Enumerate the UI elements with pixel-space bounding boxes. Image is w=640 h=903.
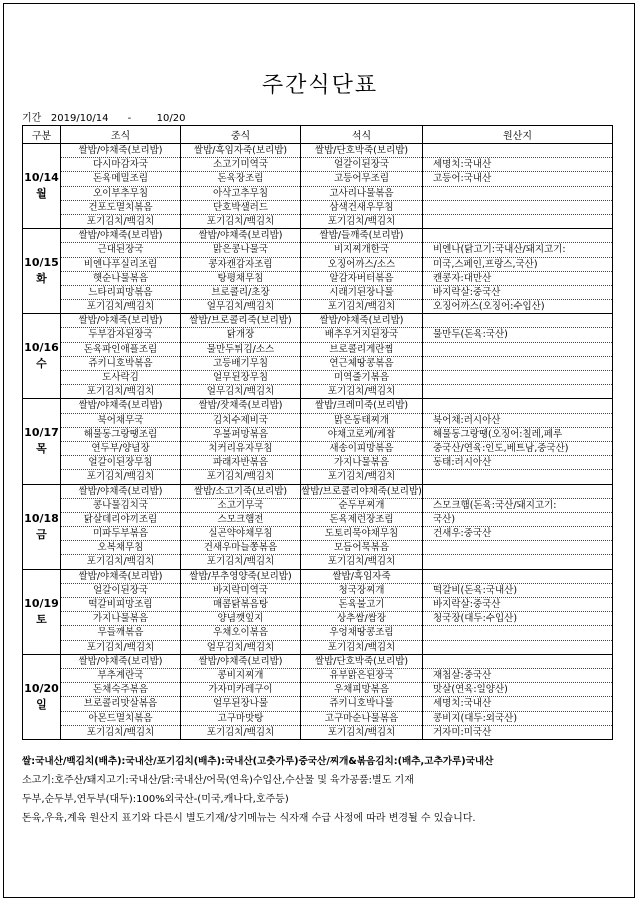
menu-item: 느타리피망볶음: [61, 286, 180, 300]
period-sep: -: [127, 113, 132, 124]
menu-item: 쌀밥/야채죽(보리밥): [61, 399, 180, 413]
origin-item: 해물동그랑땡(오징어:칠레,페루: [423, 428, 612, 442]
lunch-cell: [181, 229, 301, 314]
dinner-cell: [301, 229, 423, 314]
origin-item: [423, 343, 612, 357]
menu-item: 쌀밥/브로콜리죽(보리밥): [181, 314, 300, 328]
period-line: [22, 109, 185, 124]
menu-item: 포기김치/백김치: [86, 215, 155, 227]
origin-item: 국산): [423, 513, 612, 527]
menu-item: 연근체땅콩볶음: [301, 357, 422, 371]
menu-item: 쌀밥/잣채죽(보리밥): [181, 399, 300, 413]
lunch-cell: [181, 484, 301, 569]
menu-item: 돈육제런장조림: [301, 513, 422, 527]
note-line: 돈육,우육,계육 원산지 표기와 다른시 별도기재/상기메뉴는 식자재 수급 사정에 따라 변경될 수 있습니다.: [22, 813, 476, 824]
menu-item: 모듬어묵볶음: [301, 541, 422, 555]
menu-item: 포기김치/백김치: [86, 471, 155, 483]
notes: [22, 752, 622, 828]
menu-item: 도토리묵야채무침: [301, 527, 422, 541]
origin-item: 맛살(연육:일양산): [423, 683, 612, 697]
menu-item: 맑은동태찌개: [301, 414, 422, 428]
menu-item: 배추우거지된장국: [301, 328, 422, 342]
menu-item: 쥬키니호박나물: [301, 697, 422, 711]
menu-item: 쌀밥/소고기죽(보리밥): [181, 485, 300, 499]
origin-item: [423, 470, 612, 483]
menu-item: 포기김치/백김치: [86, 641, 155, 653]
menu-item: 돈채숙주볶음: [61, 683, 180, 697]
menu-item: 포기김치/백김치: [327, 641, 396, 653]
dinner-cell: [301, 484, 423, 569]
menu-item: 포기김치/백김치: [86, 726, 155, 738]
day-row: [23, 229, 613, 314]
menu-item: 우불퍼망볶음: [181, 428, 300, 442]
menu-item: 오이부추무침: [61, 187, 180, 201]
menu-item: 바지락미역국: [181, 584, 300, 598]
menu-item: 실곤약야채무침: [181, 527, 300, 541]
origin-item: 바지락살:중국산: [423, 598, 612, 612]
day-label: [23, 654, 61, 739]
day-date: 10/19: [24, 596, 59, 610]
day-label: [23, 399, 61, 484]
menu-item: 포기김치/백김치: [327, 386, 396, 398]
origin-cell: [423, 144, 613, 229]
menu-item: 단호박샐러드: [181, 201, 300, 215]
menu-item: 포기김치/백김치: [206, 556, 275, 568]
menu-item: 김치수제비국: [181, 414, 300, 428]
menu-item: 쌀밥/야채죽(보리밥): [301, 314, 422, 328]
menu-item: 쌀밥/흑임자죽: [301, 570, 422, 584]
menu-item: 탕평채무침: [181, 272, 300, 286]
origin-item: 오징어까스(오징어:수입산): [433, 301, 545, 313]
day-of-week: 화: [36, 272, 47, 286]
menu-item: 쌀밥/야채죽(보리밥): [181, 655, 300, 669]
menu-item: 쌀밥/야채죽(보리밥): [61, 229, 180, 243]
origin-item: 동태:러시아산: [423, 456, 612, 470]
origin-item: 스모크햄(돈육:국산/돼지고기:: [423, 499, 612, 513]
day-of-week: 수: [36, 357, 47, 371]
lunch-cell: [181, 399, 301, 484]
menu-item: 쌀밥/부추영양죽(보리밥): [181, 570, 300, 584]
menu-item: 쌀밥/야채죽(보리밥): [181, 229, 300, 243]
origin-item: [423, 555, 612, 568]
day-of-week: 월: [36, 187, 47, 201]
menu-item: 스모크햄전: [181, 513, 300, 527]
origin-cell: [423, 654, 613, 739]
menu-item: 브로콜리게란찜: [301, 343, 422, 357]
day-label: [23, 144, 61, 229]
origin-cell: [423, 484, 613, 569]
origin-item: 미국,스페인,프랑스,국산): [423, 258, 612, 272]
origin-item: [423, 371, 612, 385]
menu-item: 파래자반볶음: [181, 456, 300, 470]
menu-item: 닭살데리야끼조림: [61, 513, 180, 527]
menu-item: 쌀밥/야채죽(보리밥): [61, 485, 180, 499]
lunch-cell: [181, 654, 301, 739]
origin-item: [423, 229, 612, 243]
origin-item: 물만두(돈육:국산): [423, 328, 612, 342]
menu-item: 부추계란국: [61, 669, 180, 683]
period-start: 2019/10/14: [50, 113, 109, 124]
origin-item: [423, 626, 612, 640]
origin-item: 떡갈비(돈육:국내산): [423, 584, 612, 598]
menu-item: 포기김치/백김치: [86, 556, 155, 568]
lunch-cell: [181, 314, 301, 399]
header-division: 구분: [23, 126, 61, 144]
menu-item: 쌀밥/브로콜리야채죽(보리밥): [301, 485, 422, 499]
menu-item: 새송이피망볶음: [301, 442, 422, 456]
menu-item: 얼무김치/백김치: [206, 641, 275, 653]
origin-cell: [423, 569, 613, 654]
menu-item: 우채오이볶음: [181, 626, 300, 640]
origin-item: 고등어:국내산: [423, 172, 612, 186]
menu-item: 쌀밥/야채죽(보리밥): [61, 314, 180, 328]
menu-item: 시래기된장나물: [301, 286, 422, 300]
origin-item: 거자미:미국산: [433, 726, 492, 738]
day-label: [23, 569, 61, 654]
menu-item: 포기김치/백김치: [327, 556, 396, 568]
menu-item: 아몬드멸치볶음: [61, 712, 180, 726]
origin-item: 비엔나(닭고기:국내산/돼지고기:: [423, 243, 612, 257]
menu-item: 순두부찌개: [301, 499, 422, 513]
origin-cell: [423, 399, 613, 484]
menu-item: 오징어까스/소스: [301, 258, 422, 272]
menu-item: 얼갈이된장무침: [61, 456, 180, 470]
menu-item: 고등배기무침: [181, 357, 300, 371]
menu-item: 무들깨볶음: [61, 626, 180, 640]
menu-item: 맑은콩나물국: [181, 243, 300, 257]
origin-cell: [423, 229, 613, 314]
menu-item: 얼갈이된장국: [301, 158, 422, 172]
menu-item: 해물동그랑땡조림: [61, 428, 180, 442]
day-row: [23, 484, 613, 569]
dinner-cell: [301, 314, 423, 399]
menu-item: 북어채무국: [61, 414, 180, 428]
menu-item: 다시마감자국: [61, 158, 180, 172]
menu-item: 쌀밥/크레미죽(보리밥): [301, 399, 422, 413]
menu-item: 야채고로케/케찹: [301, 428, 422, 442]
menu-item: 연두부/양념장: [61, 442, 180, 456]
menu-item: 브로콜리맛살볶음: [61, 697, 180, 711]
menu-item: 소고기미역국: [181, 158, 300, 172]
menu-item: 고구마순나물볶음: [301, 712, 422, 726]
header-breakfast: 조식: [61, 126, 181, 144]
menu-item: 고사리나물볶음: [301, 187, 422, 201]
menu-item: 비엔나푸실리조림: [61, 258, 180, 272]
menu-item: 쥬키니호박볶음: [61, 357, 180, 371]
day-row: [23, 399, 613, 484]
day-date: 10/15: [24, 256, 59, 270]
header-lunch: 중식: [181, 126, 301, 144]
day-of-week: 일: [36, 697, 47, 711]
menu-item: 가지나물볶음: [61, 612, 180, 626]
day-row: [23, 654, 613, 739]
period-label: 기간: [22, 113, 42, 124]
menu-item: 유부맑은된장국: [301, 669, 422, 683]
menu-item: 포기김치/백김치: [86, 386, 155, 398]
menu-item: 포기김치/백김치: [327, 471, 396, 483]
dinner-cell: [301, 399, 423, 484]
day-label: [23, 484, 61, 569]
origin-item: 세명치:국내산: [423, 697, 612, 711]
origin-item: 중국산/연육:인도,베트남,중국산): [423, 442, 612, 456]
menu-item: 근대된장국: [61, 243, 180, 257]
menu-item: 고구마맛탕: [181, 712, 300, 726]
menu-item: 상추쌈/쌈장: [301, 612, 422, 626]
origin-item: [423, 570, 612, 584]
origin-item: 콩비지(대두:외국산): [423, 712, 612, 726]
origin-item: 바지락살:중국산: [423, 286, 612, 300]
menu-item: 아삭고추무침: [181, 187, 300, 201]
day-date: 10/20: [24, 681, 59, 695]
day-of-week: 금: [36, 527, 47, 541]
menu-item: 물만두튀김/소스: [181, 343, 300, 357]
origin-item: 건새우:중국산: [423, 527, 612, 541]
breakfast-cell: [61, 569, 181, 654]
menu-item: 건새우마늘쫑볶음: [181, 541, 300, 555]
menu-item: 쌀밥/단호박죽(보리밥): [301, 655, 422, 669]
breakfast-cell: [61, 399, 181, 484]
menu-item: 포기김치/백김치: [327, 215, 396, 227]
origin-item: [423, 399, 612, 413]
origin-item: [423, 201, 612, 215]
menu-item: 돈육메밀조림: [61, 172, 180, 186]
menu-item: 포기김치/백김치: [327, 726, 396, 738]
menu-item: 우엉채땅콩조림: [301, 626, 422, 640]
menu-item: 돈육파인애플조림: [61, 343, 180, 357]
day-date: 10/17: [24, 426, 59, 440]
day-of-week: 목: [36, 442, 47, 456]
menu-item: 오복채무침: [61, 541, 180, 555]
menu-item: 돈육불고기: [301, 598, 422, 612]
day-label: [23, 229, 61, 314]
origin-item: [423, 187, 612, 201]
menu-item: 쌀밥/야채죽(보리밥): [61, 144, 180, 158]
header-origin: 원산지: [423, 126, 613, 144]
menu-item: 우채피망볶음: [301, 683, 422, 697]
menu-item: 건포도멸치볶음: [61, 201, 180, 215]
menu-item: 두부감자된장국: [61, 328, 180, 342]
origin-item: [423, 541, 612, 555]
breakfast-cell: [61, 229, 181, 314]
menu-item: 양념깻잎지: [181, 612, 300, 626]
menu-item: 포기김치/백김치: [206, 726, 275, 738]
origin-item: [423, 485, 612, 499]
menu-item: 콩비지찌개: [181, 669, 300, 683]
menu-item: 얼무김치/백김치: [206, 386, 275, 398]
origin-item: [423, 144, 612, 158]
note-line: 소고기:호주산/돼지고기:국내산/닭:국내산/어묵(연육)수입산,수산물 및 육가공품:별도 기재: [22, 775, 414, 786]
day-date: 10/18: [24, 511, 59, 525]
menu-item: 쌀밥/들깨죽(보리밥): [301, 229, 422, 243]
menu-item: 미역줄기볶음: [301, 371, 422, 385]
menu-item: 닭개장: [181, 328, 300, 342]
page-title: 주간식단표: [261, 73, 379, 98]
menu-item: 포기김치/백김치: [327, 301, 396, 313]
lunch-cell: [181, 144, 301, 229]
menu-table: [22, 125, 613, 740]
menu-item: 브로콜리/초장: [181, 286, 300, 300]
menu-item: 얼무된장나물: [181, 697, 300, 711]
menu-item: 가지나물볶음: [301, 456, 422, 470]
menu-item: 떡갈비피망조림: [61, 598, 180, 612]
menu-item: 햇순나물볶음: [61, 272, 180, 286]
menu-item: 비지찌개한국: [301, 243, 422, 257]
origin-item: 청국장(대두:수입산): [423, 612, 612, 626]
menu-item: 소고기무국: [181, 499, 300, 513]
breakfast-cell: [61, 314, 181, 399]
menu-item: 알감자버터볶음: [301, 272, 422, 286]
breakfast-cell: [61, 144, 181, 229]
origin-item: 북어채:러시아산: [423, 414, 612, 428]
menu-item: 얼무김치/백김치: [206, 301, 275, 313]
day-date: 10/14: [24, 171, 59, 185]
origin-item: [423, 215, 612, 228]
day-of-week: 토: [36, 612, 47, 626]
header-dinner: 석식: [301, 126, 423, 144]
menu-item: 얼무된장무침: [181, 371, 300, 385]
menu-item: 쌀밥/흑임자죽(보리밥): [181, 144, 300, 158]
lunch-cell: [181, 569, 301, 654]
day-row: [23, 569, 613, 654]
origin-item: [423, 655, 612, 669]
menu-item: 쌀밥/단호박죽(보리밥): [301, 144, 422, 158]
dinner-cell: [301, 654, 423, 739]
menu-item: 돈육장조림: [181, 172, 300, 186]
day-row: [23, 144, 613, 229]
menu-item: 도사락김: [61, 371, 180, 385]
menu-item: 포기김치/백김치: [86, 301, 155, 313]
menu-item: 포기김치/백김치: [206, 471, 275, 483]
menu-item: 포기김치/백김치: [206, 215, 275, 227]
menu-item: 청국장찌개: [301, 584, 422, 598]
header-row: [23, 126, 613, 144]
menu-item: 고등어무조림: [301, 172, 422, 186]
origin-item: 캔콩자:대만산: [423, 272, 612, 286]
menu-item: 삼색건새우무침: [301, 201, 422, 215]
origin-cell: [423, 314, 613, 399]
breakfast-cell: [61, 654, 181, 739]
menu-item: 쌀밥/야채죽(보리밥): [61, 655, 180, 669]
day-label: [23, 314, 61, 399]
origin-item: 재첩살:중국산: [423, 669, 612, 683]
day-row: [23, 314, 613, 399]
menu-item: 가자미카레구이: [181, 683, 300, 697]
menu-item: 매콤닭볶음탕: [181, 598, 300, 612]
origin-item: [423, 357, 612, 371]
dinner-cell: [301, 569, 423, 654]
origin-item: [423, 641, 612, 654]
menu-item: 치커리유자무침: [181, 442, 300, 456]
menu-item: 콩자캔감자조림: [181, 258, 300, 272]
origin-item: [423, 385, 612, 398]
breakfast-cell: [61, 484, 181, 569]
period-end: 10/20: [156, 113, 186, 124]
note-line: 두부,순두부,연두부(대두):100%외국산-(미국,캐나다,호주등): [22, 794, 289, 805]
menu-item: 미파두부볶음: [61, 527, 180, 541]
menu-item: 얼갈이된장국: [61, 584, 180, 598]
origin-item: 세명치:국내산: [423, 158, 612, 172]
dinner-cell: [301, 144, 423, 229]
origin-item: [423, 314, 612, 328]
menu-item: 콩나물김치국: [61, 499, 180, 513]
day-date: 10/16: [24, 341, 59, 355]
note-line: 쌀:국내산/백김치(배추):국내산/포기김치(배추):국내산(고춧가루)중국산/찌개&볶음김치:(배추,고추가루)국내산: [22, 756, 494, 767]
menu-item: 쌀밥/야채죽(보리밥): [61, 570, 180, 584]
